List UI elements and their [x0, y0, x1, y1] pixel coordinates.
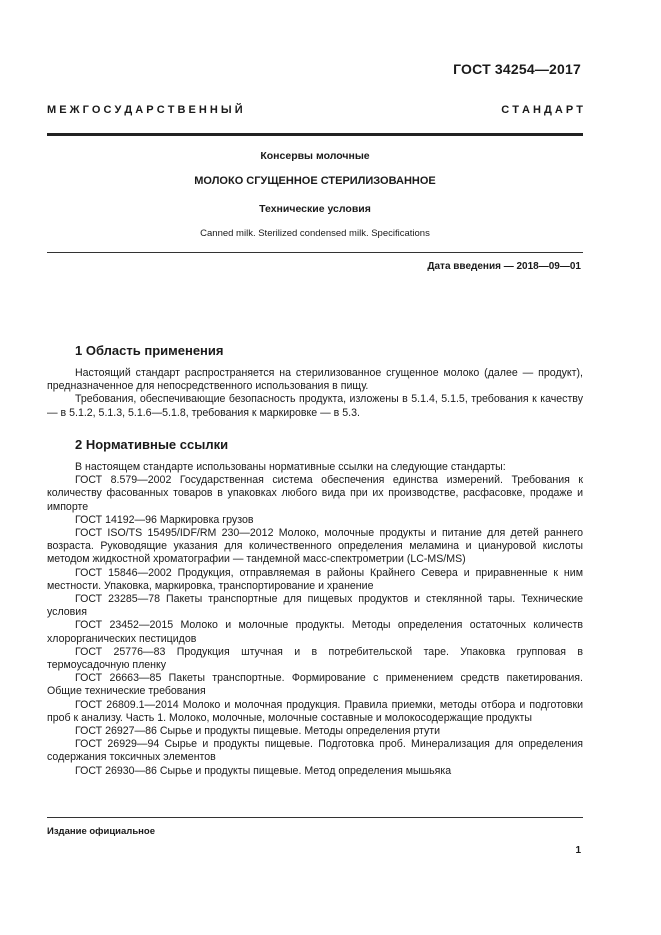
header-divider [47, 133, 583, 136]
paragraph: Требования, обеспечивающие безопасность продукта, изложены в 5.1.4, 5.1.5, требования к качеству — в 5.1.2, 5.1.3, 5.1.6—5.1.8, требования к маркировке — в 5.3. [47, 393, 583, 419]
reference-item: ГОСТ 26930—86 Сырье и продукты пищевые. Метод определения мышьяка [75, 764, 452, 777]
reference-item: ГОСТ 14192—96 Маркировка грузов [75, 513, 254, 526]
banner-word-interstate: М Е Ж Г О С У Д А Р С Т В Е Н Н Ы Й [47, 104, 243, 116]
section-2-heading: 2 Нормативные ссылки [75, 437, 229, 452]
title-divider [47, 252, 583, 253]
official-edition-label: Издание официальное [47, 826, 155, 837]
section-1-body [47, 367, 583, 420]
paragraph: В настоящем стандарте использованы нормативные ссылки на следующие стандарты: [75, 461, 506, 473]
reference-item: ГОСТ 26809.1—2014 Молоко и молочная продукция. Правила приемки, методы отбора и подготовки проб к анализу. Часть 1. Молоко, молочные, молочные составные и молокосодержащие продукты [47, 698, 583, 724]
reference-item: ГОСТ 8.579—2002 Государственная система обеспечения единства измерений. Требования к количеству фасованных товаров в упаковках любого вида при их производстве, расфасовке, продаже и импорте [47, 474, 583, 513]
interstate-standard-banner [47, 104, 583, 116]
footer-divider [47, 817, 583, 818]
reference-item: ГОСТ 26663—85 Пакеты транспортные. Формирование с применением средств пакетирования. Общие технические требования [47, 672, 583, 698]
document-code: ГОСТ 34254—2017 [453, 61, 581, 77]
paragraph: Настоящий стандарт распространяется на стерилизованное сгущенное молоко (далее — продукт), предназначенное для непосредственного использования в пищу. [47, 367, 583, 393]
reference-item: ГОСТ 23452—2015 Молоко и молочные продукты. Методы определения остаточных количеств хлорорганических пестицидов [47, 619, 583, 645]
reference-item: ГОСТ ISO/TS 15495/IDF/RM 230—2012 Молоко, молочные продукты и питание для детей раннего возраста. Руководящие указания для количественного определения меламина и циануровой кислоты методом жидкостной хроматографии — тандемной масс-спектрометрии (LC-MS/MS) [47, 527, 583, 566]
reference-item: ГОСТ 26929—94 Сырье и продукты пищевые. Подготовка проб. Минерализация для определения содержания токсичных элементов [47, 738, 583, 764]
section-2-body [47, 461, 583, 778]
reference-item: ГОСТ 26927—86 Сырье и продукты пищевые. Методы определения ртути [75, 725, 441, 738]
page-number: 1 [575, 845, 581, 856]
document-title: МОЛОКО СГУЩЕННОЕ СТЕРИЛИЗОВАННОЕ [194, 175, 436, 187]
introduction-date: Дата введения — 2018—09—01 [427, 261, 581, 272]
series-title: Консервы молочные [260, 150, 370, 162]
section-1-heading: 1 Область применения [75, 343, 224, 358]
reference-item: ГОСТ 25776—83 Продукция штучная и в потребительской таре. Упаковка групповая в термоусадочную пленку [47, 645, 583, 672]
banner-word-standard: С Т А Н Д А Р Т [501, 104, 583, 116]
reference-item: ГОСТ 15846—2002 Продукция, отправляемая в районы Крайнего Севера и приравненные к ним местности. Упаковка, маркировка, транспортирование и хранение [47, 566, 583, 592]
document-subtitle: Технические условия [259, 203, 371, 215]
reference-item: ГОСТ 23285—78 Пакеты транспортные для пищевых продуктов и стеклянной тары. Технические условия [47, 593, 583, 619]
english-title: Canned milk. Sterilized condensed milk. Specifications [200, 228, 430, 239]
